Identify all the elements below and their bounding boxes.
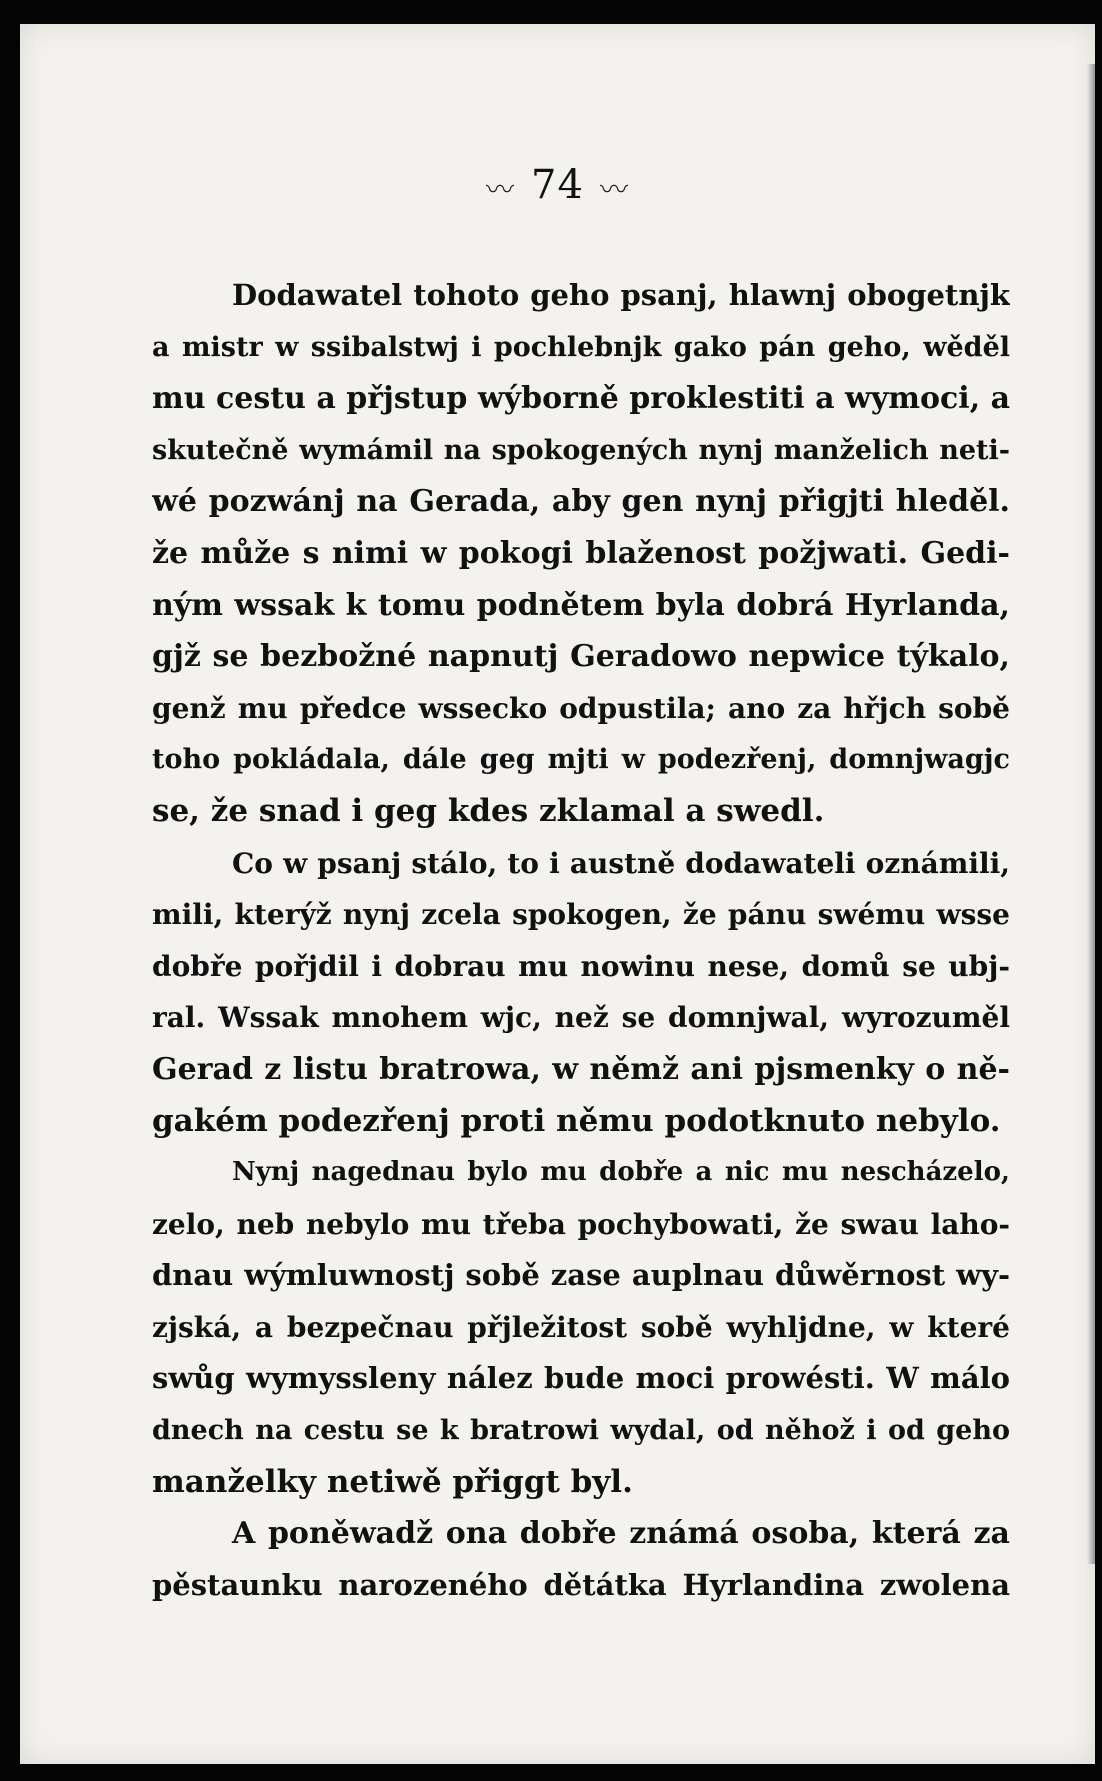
text-line: mili, kterýž nynj zcela spokogen, že pánu swému wsse: [152, 898, 1010, 932]
text-line: ným wssak k tomu podnětem byla dobrá Hyrlanda,: [152, 587, 1010, 623]
text-line: manželky netiwě přiggt byl.: [152, 1463, 633, 1500]
right-ornament-icon: 〰: [599, 173, 629, 206]
text-line: dnech na cestu se k bratrowi wydal, od něhož i od geho: [152, 1415, 1010, 1447]
text-line: se, že snad i geg kdes zklamal a swedl.: [152, 792, 825, 829]
left-ornament-icon: 〰: [486, 173, 516, 206]
text-line: zjská, a bezpečnau přjležitost sobě wyhljdne, w které: [152, 1310, 1010, 1344]
text-line: že může s nimi w pokogi blaženost požjwati. Gedi-: [152, 535, 1010, 571]
text-line: zelo, neb nebylo mu třeba pochybowati, že swau laho-: [152, 1207, 1010, 1241]
body-text: [152, 270, 1010, 1611]
text-line: Dodawatel tohoto geho psanj, hlawnj obogetnjk: [232, 278, 1010, 312]
page-number: 74: [531, 162, 584, 208]
text-line: toho pokládala, dále geg mjti w podezřenj, domnjwagjc: [152, 744, 1010, 776]
text-line: dnau wýmluwnostj sobě zase auplnau důwěrnost wy-: [152, 1258, 1010, 1293]
text-line: Co w psanj stálo, to i austně dodawateli oznámili,: [232, 846, 1010, 880]
text-line: swůg wymyssleny nález bude moci prowésti. W málo: [152, 1361, 1010, 1396]
book-page: [20, 24, 1095, 1764]
text-line: mu cestu a přjstup wýborně proklestiti a wymoci, a: [152, 381, 1010, 417]
text-line: Nynj nagednau bylo mu dobře a nic mu nescházelo,: [232, 1157, 1010, 1188]
text-line: wé pozwánj na Gerada, aby gen nynj přigjti hleděl.: [152, 484, 1010, 520]
text-line: pěstaunku narozeného dětátka Hyrlandina zwolena: [152, 1567, 1010, 1602]
text-line: skutečně wymámil na spokogených nynj manželich neti-: [152, 434, 1010, 466]
text-line: dobře pořjdil i dobrau mu nowinu nese, domů se ubj-: [152, 949, 1010, 983]
text-line: Gerad z listu bratrowa, w němž ani pjsmenky o ně-: [152, 1051, 1010, 1087]
text-line: genž mu předce wssecko odpustila; ano za hřjch sobě: [152, 691, 1010, 725]
text-line: gjž se bezbožné napnutj Geradowo nepwice týkalo,: [152, 639, 1010, 675]
text-line: A poněwadž ona dobře známá osoba, která za: [232, 1516, 1010, 1552]
text-line: gakém podezřenj proti němu podotknuto nebylo.: [152, 1102, 1001, 1139]
text-line: ral. Wssak mnohem wjc, než se domnjwal, wyrozuměl: [152, 1001, 1010, 1035]
text-line: a mistr w ssibalstwj i pochlebnjk gako pán geho, wěděl: [152, 331, 1010, 363]
page-header: [20, 162, 1095, 208]
